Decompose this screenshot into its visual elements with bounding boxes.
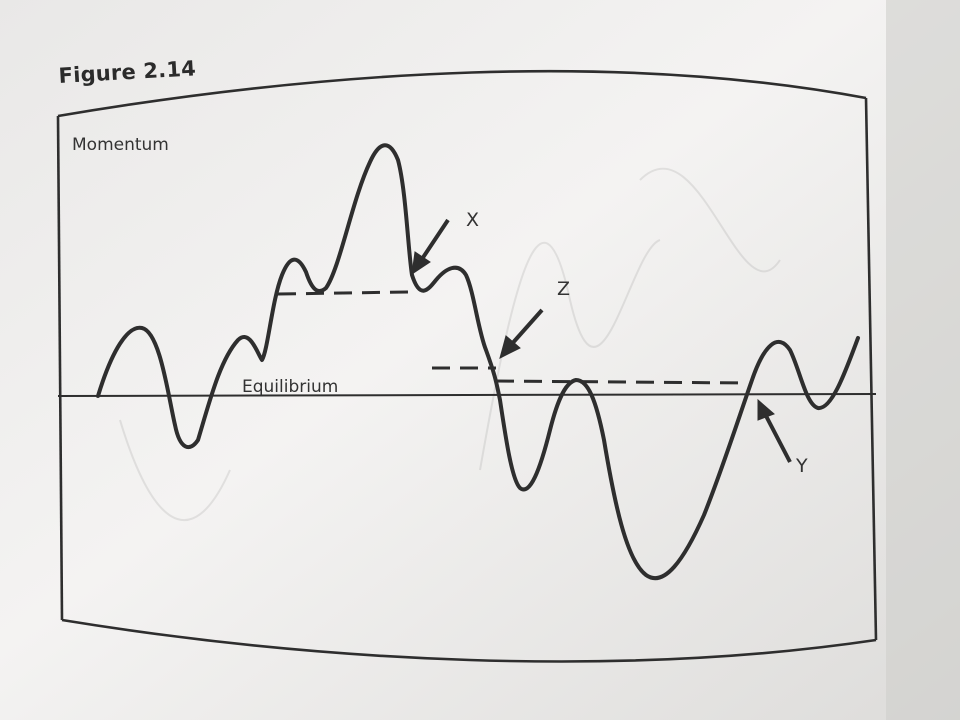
figure-caption: Figure 2.14 — [58, 56, 197, 88]
page-edge-shadow — [886, 0, 960, 720]
panel-label: Momentum — [72, 135, 169, 155]
label-z: Z — [557, 278, 571, 300]
label-y: Y — [796, 455, 808, 477]
label-x: X — [466, 209, 480, 231]
equilibrium-label: Equilibrium — [242, 377, 339, 397]
